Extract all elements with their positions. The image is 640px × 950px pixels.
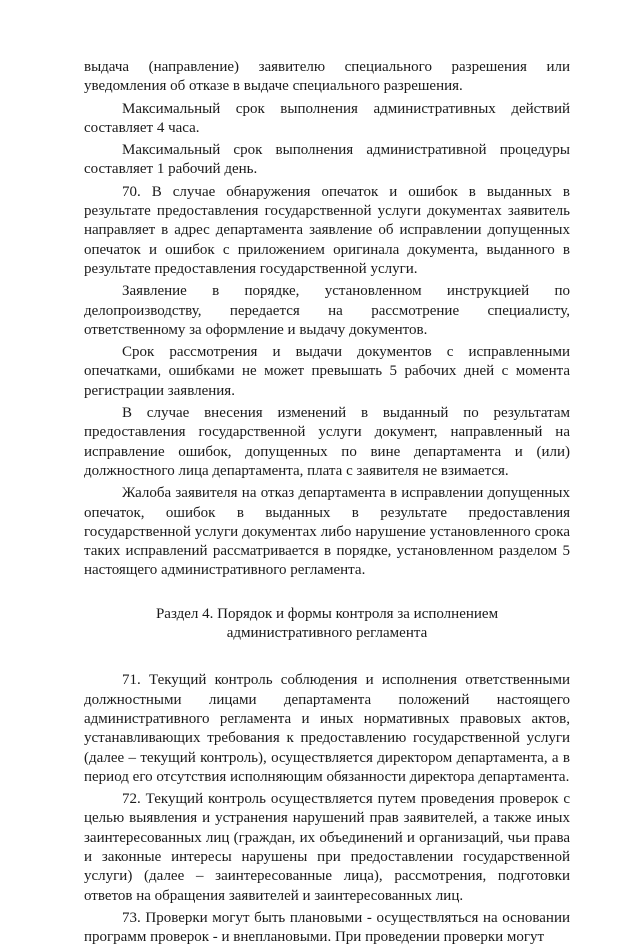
paragraph: Заявление в порядке, установленном инструкцией по делопроизводству, передается на рассмотрение специалисту, ответственному за оформление и выдачу документов. <box>84 283 570 338</box>
paragraph: 70. В случае обнаружения опечаток и ошибок в выданных в результате предоставления государственной услуги документах заявитель направляет в адрес департамента заявление об исправлении допущенных опечаток и ошибок с приложением оригинала документа, выданного в результате предоставления государственной услуги. <box>84 183 570 277</box>
section-heading-line-2: административного регламента <box>226 625 428 642</box>
paragraph: Максимальный срок выполнения административных действий составляет 4 часа. <box>84 100 570 136</box>
paragraph: Срок рассмотрения и выдачи документов с исправленными опечатками, ошибками не может превышать 5 рабочих дней с момента регистрации заявления. <box>84 344 570 399</box>
document-body <box>84 58 570 950</box>
section-text-before-heading <box>84 58 570 581</box>
section-heading <box>84 605 570 644</box>
section-heading-line-1: Раздел 4. Порядок и формы контроля за исполнением <box>155 605 499 622</box>
paragraph: выдача (направление) заявителю специального разрешения или уведомления об отказе в выдаче специального разрешения. <box>84 59 570 95</box>
paragraph: 72. Текущий контроль осуществляется путем проведения проверок с целью выявления и устранения нарушений прав заявителей, а также иных заинтересованных лиц (граждан, их объединений и организаций, чьи права и законные интересы нарушены при предоставлении государственной услуги) (далее – заинтересованные лица), рассмотрения, подготовки ответов на обращения заявителей и заинтересованных лиц. <box>84 791 570 904</box>
section-text-after-heading <box>84 671 570 947</box>
paragraph: 71. Текущий контроль соблюдения и исполнения ответственными должностными лицами департамента положений настоящего административного регламента и иных нормативных правовых актов, устанавливающих требования к предоставлению государственной услуги (далее – текущий контроль), осуществляется директором департамента, а в период его отсутствия исполняющим обязанности директора департамента. <box>84 672 570 785</box>
paragraph: 73. Проверки могут быть плановыми - осуществляться на основании программ проверок - и внеплановыми. При проведении проверки могут <box>84 909 570 946</box>
paragraph: Максимальный срок выполнения административной процедуры составляет 1 рабочий день. <box>84 142 570 178</box>
paragraph: В случае внесения изменений в выданный по результатам предоставления государственной услуги документ, направленный на исправление ошибок, допущенных по вине департамента и (или) должностного лица департамента, плата с заявителя не взимается. <box>84 405 570 479</box>
paragraph: Жалоба заявителя на отказ департамента в исправлении допущенных опечаток, ошибок в выданных в результате предоставления государственной услуги документах либо нарушение установленного срока таких исправлений рассматривается в порядке, установленном разделом 5 настоящего административного регламента. <box>84 485 570 579</box>
